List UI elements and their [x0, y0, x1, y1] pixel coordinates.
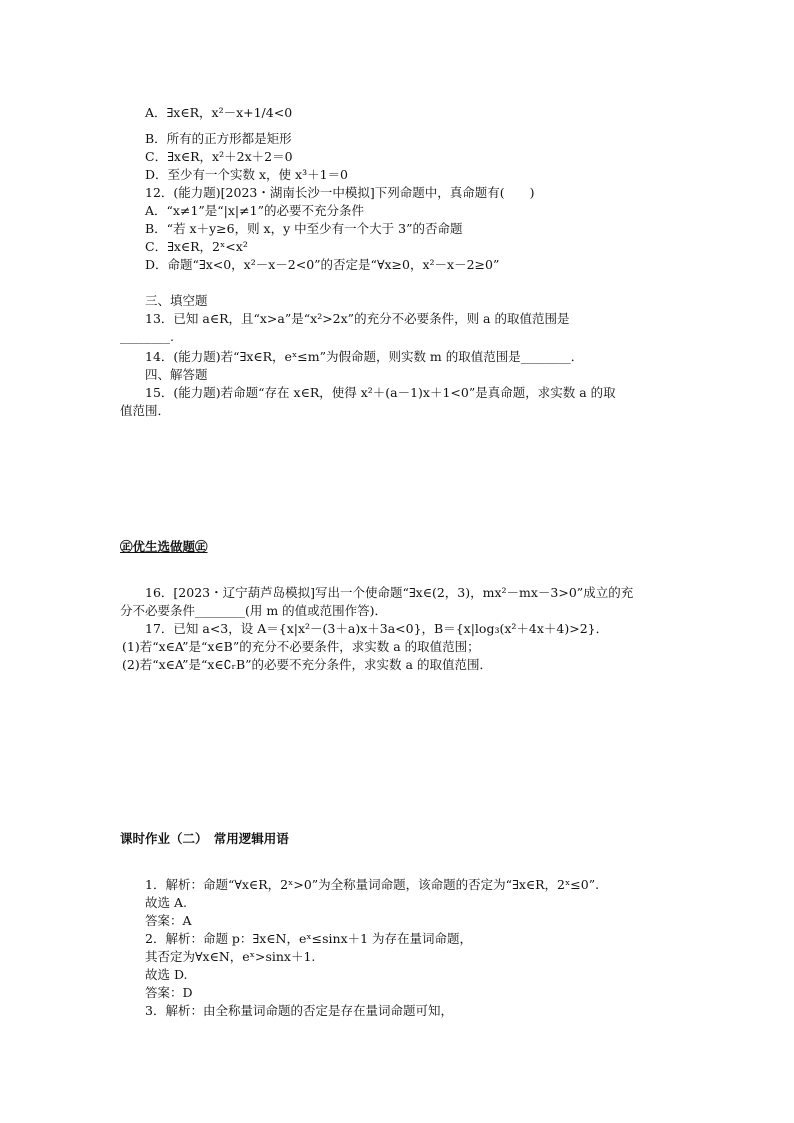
answer-3-line1: 3．解析：由全称量词命题的否定是存在量词命题可知， — [145, 1003, 453, 1018]
question-14: 14．(能力题)若“∃x∈R，eˣ≤m”为假命题，则实数 m 的取值范围是________． — [145, 349, 584, 364]
section-fill-in: 三、填空题 — [145, 293, 208, 308]
answer-1-final: 答案：A — [145, 913, 192, 928]
question-17-part2: (2)若“x∈A”是“x∈∁ᵣB”的必要不充分条件，求实数 a 的取值范围． — [122, 657, 492, 672]
section-solve: 四、解答题 — [145, 367, 208, 382]
question-12-option-d: D．命题“∃x<0，x²－x－2<0”的否定是“∀x≥0，x²－x－2≥0” — [145, 257, 500, 272]
answers-title: 课时作业（二） 常用逻辑用语 — [120, 831, 289, 846]
question-12: 12．(能力题)[2023・湖南长沙一中模拟]下列命题中，真命题有( ) — [145, 185, 535, 200]
question-12-option-b: B．“若 x＋y≥6，则 x，y 中至少有一个大于 3”的否命题 — [145, 221, 463, 236]
question-12-option-a: A．“x≠1”是“|x|≠1”的必要不充分条件 — [145, 203, 364, 218]
question-17-part1: (1)若“x∈A”是“x∈B”的充分不必要条件，求实数 a 的取值范围； — [122, 639, 480, 654]
question-17: 17．已知 a<3，设 A＝{x|x²－(3＋a)x＋3a<0}，B＝{x|log₃(x²＋4x＋4)>2}． — [145, 621, 609, 636]
answer-2-line3: 故选 D. — [145, 967, 188, 982]
option-c: C．∃x∈R，x²＋2x＋2＝0 — [145, 149, 293, 164]
question-16-line1: 16．[2023・辽宁葫芦岛模拟]写出一个使命题“∃x∈(2，3)，mx²－mx－3>0”成立的充 — [145, 585, 634, 600]
question-15-line2: 值范围． — [120, 403, 171, 418]
question-12-option-c: C．∃x∈R，2ˣ<x² — [145, 239, 248, 254]
question-15-line1: 15．(能力题)若命题“存在 x∈R，使得 x²＋(a－1)x＋1<0”是真命题，求实数 a 的取 — [145, 385, 616, 400]
option-b: B．所有的正方形都是矩形 — [145, 131, 292, 146]
answer-2-line1: 2．解析：命题 p：∃x∈N，eˣ≤sinx＋1 为存在量词命题， — [145, 931, 473, 946]
option-a: A．∃x∈R，x²－x+1/4<0 — [145, 105, 293, 120]
option-d: D．至少有一个实数 x，使 x³＋1＝0 — [145, 167, 348, 182]
answer-2-final: 答案：D — [145, 985, 193, 1000]
question-16-line2: 分不必要条件________(用 m 的值或范围作答)． — [120, 603, 388, 618]
question-13-line1: 13．已知 a∈R，且“x>a”是“x²>2x”的充分不必要条件，则 a 的取值范围是 — [145, 311, 570, 326]
question-13-line2: ________. — [120, 329, 174, 344]
answer-1-line2: 故选 A. — [145, 895, 187, 910]
answer-2-line2: 其否定为∀x∈N，eˣ>sinx＋1. — [145, 949, 316, 964]
section-title: ㊣优生选做题㊣ — [120, 539, 208, 554]
answer-1-line1: 1．解析：命题“∀x∈R，2ˣ>0”为全称量词命题，该命题的否定为“∃x∈R，2ˣ≤0”. — [145, 877, 600, 892]
